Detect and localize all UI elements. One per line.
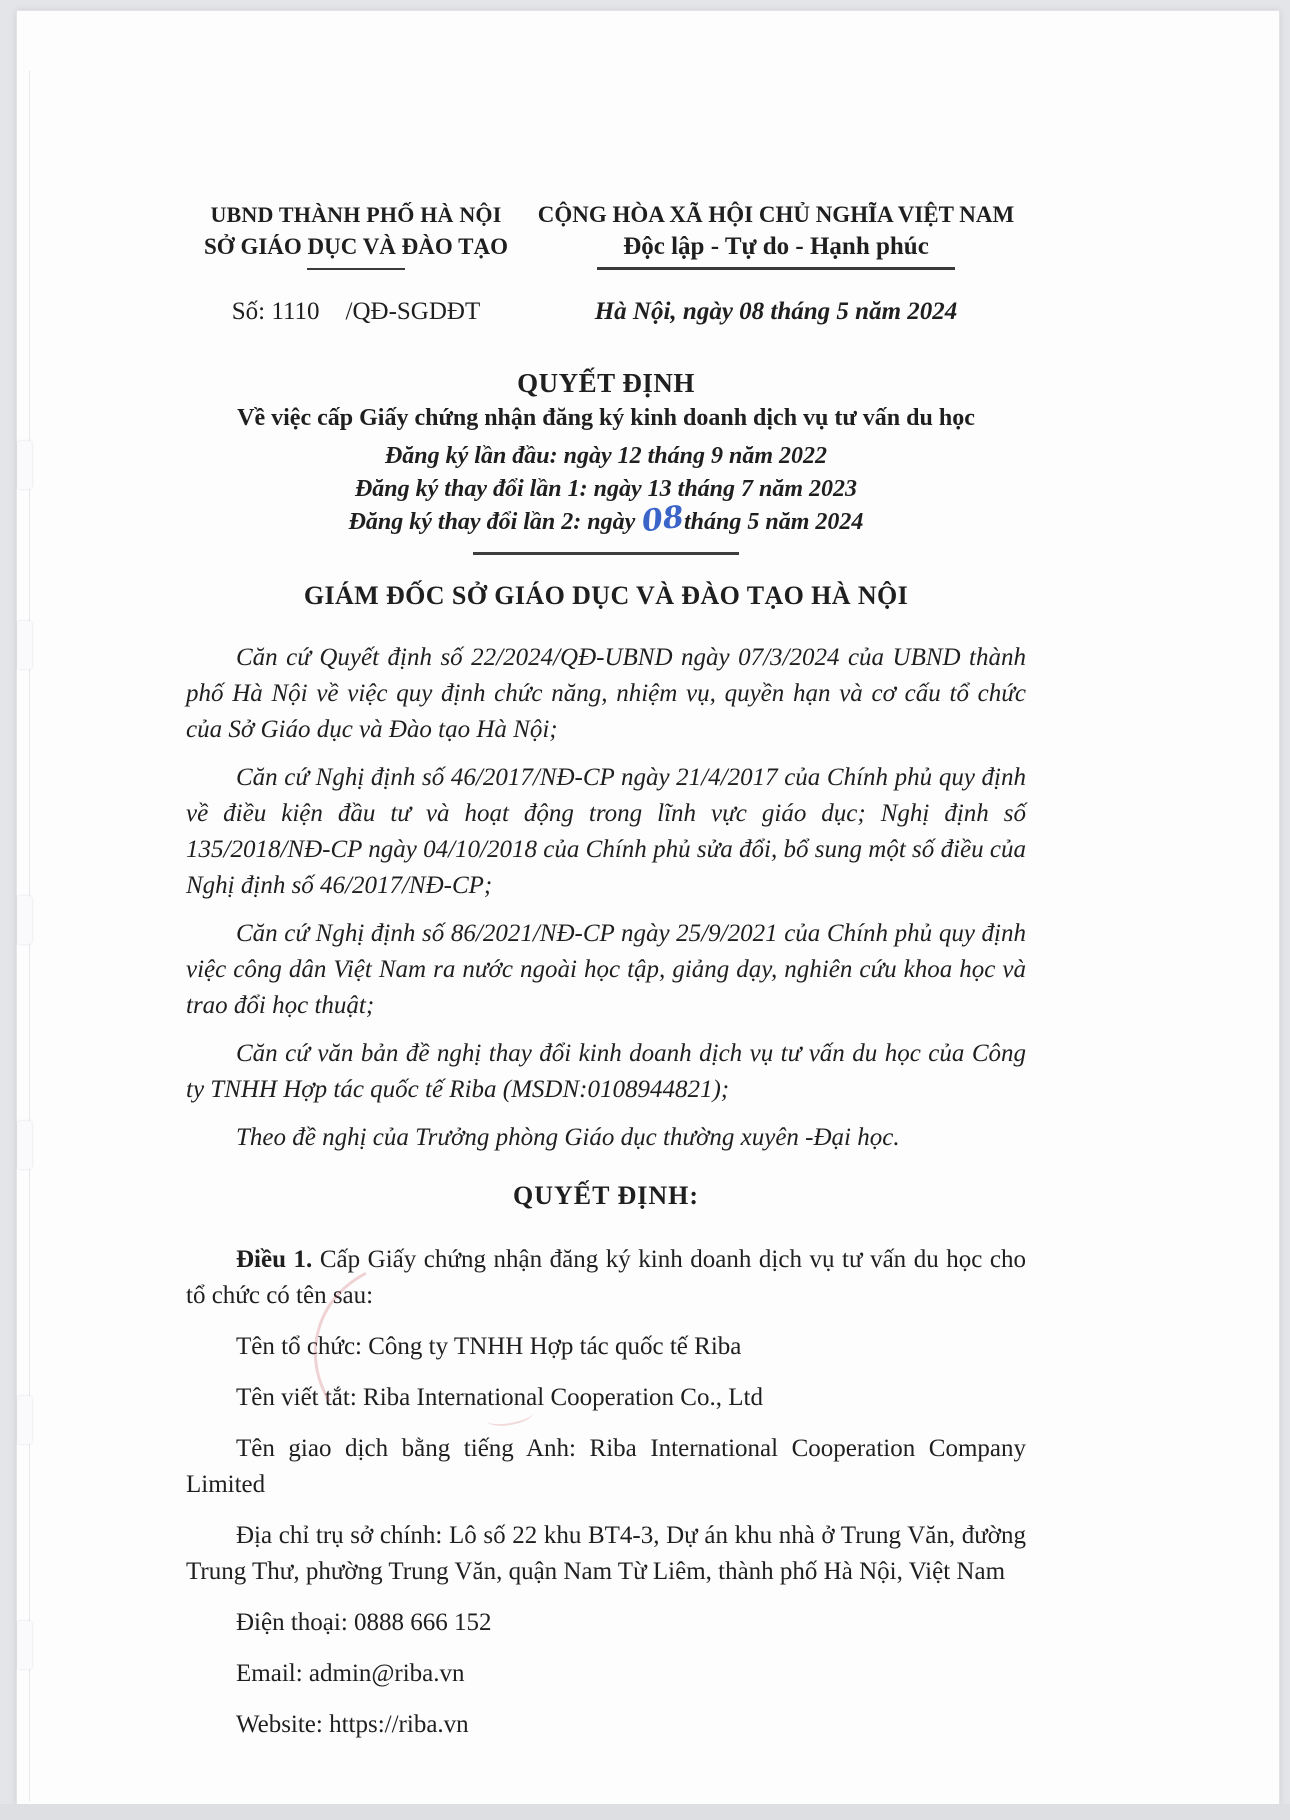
- org-email-line: Email: admin@riba.vn: [236, 1660, 465, 1687]
- national-motto: Độc lập - Tự do - Hạnh phúc: [623, 233, 929, 260]
- scan-edge-artifact: [17, 896, 32, 944]
- registration-change2-prefix: Đăng ký thay đổi lần 2: ngày: [348, 509, 636, 535]
- registration-underline: [473, 552, 739, 555]
- scan-edge-artifact: [17, 621, 32, 669]
- document-header: [186, 200, 1026, 270]
- registration-change2-line: [186, 499, 1026, 540]
- decision-heading: QUYẾT ĐỊNH:: [512, 1181, 700, 1210]
- document-title: QUYẾT ĐỊNH: [517, 368, 695, 398]
- org-phone-line: Điện thoại: 0888 666 152: [236, 1609, 492, 1636]
- registration-change2-suffix: tháng 5 năm 2024: [684, 509, 864, 535]
- preamble-paragraph: Theo đề nghị của Trưởng phòng Giáo dục thường xuyên -Đại học.: [236, 1124, 900, 1151]
- agency-underline: [307, 268, 405, 270]
- org-name-line: Tên tổ chức: Công ty TNHH Hợp tác quốc tế Riba: [236, 1333, 742, 1360]
- national-motto-block: [526, 200, 1026, 270]
- preamble-paragraph: Căn cứ Quyết định số 22/2024/QĐ-UBND ngày 07/3/2024 của UBND thành phố Hà Nội về việc quy định chức năng, nhiệm vụ, quyền hạn và cơ cấu tổ chức của Sở Giáo dục và Đào tạo Hà Nội;: [186, 644, 1026, 743]
- national-title: CỘNG HÒA XÃ HỘI CHỦ NGHĨA VIỆT NAM: [537, 202, 1015, 227]
- document-number: [186, 298, 526, 326]
- article-1-label: Điều 1.: [236, 1246, 313, 1273]
- article-1-text: Cấp Giấy chứng nhận đăng ký kinh doanh dịch vụ tư vấn du học cho tổ chức có tên sau:: [186, 1246, 1027, 1309]
- scan-edge-artifact: [17, 1396, 32, 1444]
- handwritten-day: 08: [640, 499, 686, 540]
- preamble-section: [186, 640, 1026, 1156]
- document-content: [186, 12, 1026, 1743]
- org-website-line: Website: https://riba.vn: [236, 1711, 469, 1738]
- preamble-paragraph: Căn cứ văn bản đề nghị thay đổi kinh doanh dịch vụ tư vấn du học của Công ty TNHH Hợp tác quốc tế Riba (MSDN:0108944821);: [186, 1040, 1026, 1103]
- org-english-name-line: Tên giao dịch bằng tiếng Anh: Riba International Cooperation Company Limited: [186, 1435, 1026, 1498]
- issuing-agency-block: [186, 200, 526, 270]
- scan-bottom-edge: [0, 1804, 1290, 1820]
- document-number-value: Số: 1110: [231, 298, 320, 325]
- scan-edge-artifact: [17, 1121, 32, 1169]
- org-address-line: Địa chỉ trụ sở chính: Lô số 22 khu BT4-3, Dự án khu nhà ở Trung Văn, đường Trung Thư, phường Trung Văn, quận Nam Từ Liêm, thành phố Hà Nội, Việt Nam: [186, 1522, 1026, 1585]
- preamble-paragraph: Căn cứ Nghị định số 46/2017/NĐ-CP ngày 21/4/2017 của Chính phủ quy định về điều kiện đầu tư và hoạt động trong lĩnh vực giáo dục; Nghị định số 135/2018/NĐ-CP ngày 04/10/2018 của Chính phủ sửa đổi, bổ sung một số điều của Nghị định số 46/2017/NĐ-CP;: [186, 764, 1026, 899]
- org-short-name-line: Tên viết tắt: Riba International Cooperation Co., Ltd: [236, 1384, 763, 1411]
- issuing-authority-heading: GIÁM ĐỐC SỞ GIÁO DỤC VÀ ĐÀO TẠO HÀ NỘI: [303, 581, 909, 610]
- preamble-paragraph: Căn cứ Nghị định số 86/2021/NĐ-CP ngày 25/9/2021 của Chính phủ quy định việc công dân Việt Nam ra nước ngoài học tập, giảng dạy, nghiên cứu khoa học và trao đổi học thuật;: [186, 920, 1026, 1019]
- motto-underline: [597, 267, 955, 270]
- number-date-row: [186, 298, 1026, 326]
- place-and-date: Hà Nội, ngày 08 tháng 5 năm 2024: [594, 298, 958, 325]
- issuing-agency-department: SỞ GIÁO DỤC VÀ ĐÀO TẠO: [204, 234, 508, 259]
- registration-change1-line: Đăng ký thay đổi lần 1: ngày 13 tháng 7 năm 2023: [354, 476, 858, 502]
- scan-edge-artifact: [17, 1621, 32, 1669]
- document-subject: Về việc cấp Giấy chứng nhận đăng ký kinh doanh dịch vụ tư vấn du học: [237, 405, 975, 431]
- scan-edge-artifact: [17, 441, 32, 489]
- document-page: [16, 10, 1280, 1806]
- document-number-code: /QĐ-SGDĐT: [345, 298, 481, 325]
- registration-first-line: Đăng ký lần đầu: ngày 12 tháng 9 năm 2022: [384, 443, 828, 469]
- issuing-agency-parent: UBND THÀNH PHỐ HÀ NỘI: [210, 202, 502, 227]
- article-1: [186, 1242, 1026, 1314]
